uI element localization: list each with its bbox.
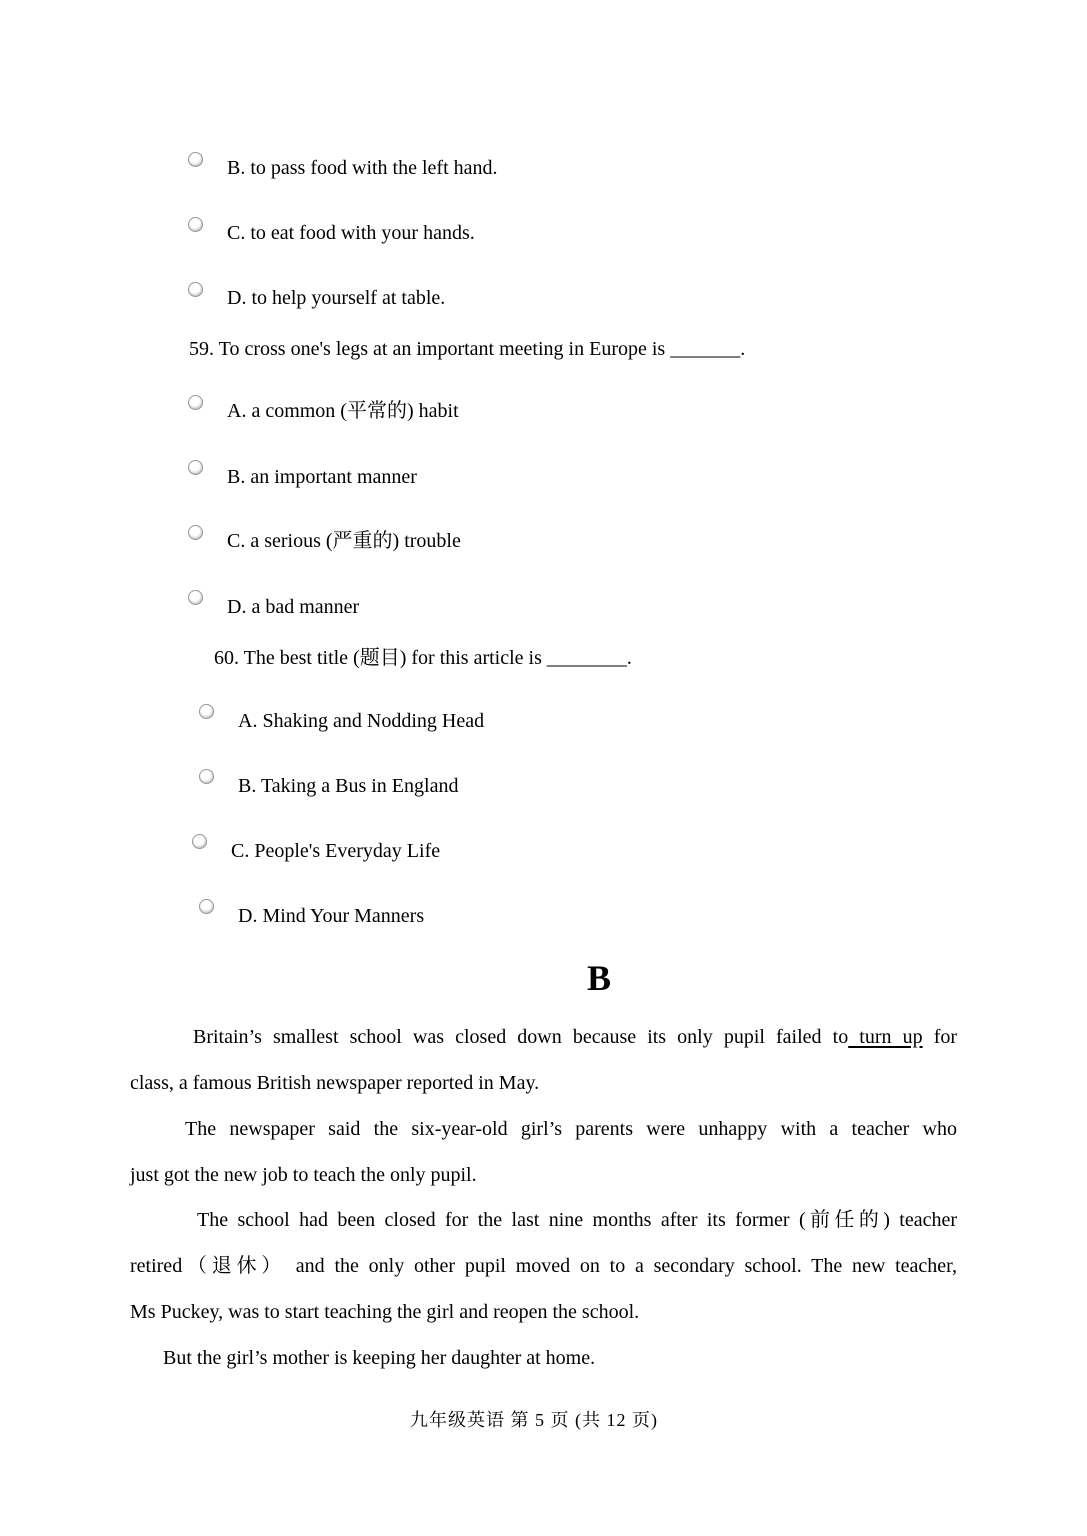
option-label: C. People's Everyday Life (231, 840, 441, 862)
passage-line: The school had been closed for the last nine months after its former (前任的) teacher (197, 1209, 957, 1231)
q59-question: 59. To cross one's legs at an important meeting in Europe is _______. (189, 338, 746, 360)
passage-line: retired（退休） and the only other pupil moved on to a secondary school. The new teacher, (130, 1255, 957, 1277)
underlined-phrase: turn up (848, 1026, 923, 1048)
option-label: B. an important manner (227, 466, 417, 488)
radio-button[interactable] (199, 769, 214, 784)
option-label: A. a common (平常的) habit (227, 400, 459, 422)
option-label: A. Shaking and Nodding Head (238, 710, 485, 732)
option-label: B. to pass food with the left hand. (227, 157, 498, 179)
passage-line: class, a famous British newspaper reported in May. (130, 1072, 540, 1094)
radio-button[interactable] (188, 152, 203, 167)
section-heading: B (587, 958, 612, 998)
radio-button[interactable] (188, 525, 203, 540)
option-label: D. a bad manner (227, 596, 360, 618)
text-span: for (922, 1026, 958, 1048)
passage-line: The newspaper said the six-year-old girl’s parents were unhappy with a teacher who (185, 1118, 957, 1140)
radio-button[interactable] (188, 590, 203, 605)
radio-button[interactable] (192, 834, 207, 849)
option-label: C. a serious (严重的) trouble (227, 530, 461, 552)
passage-paragraph-1 (130, 1014, 957, 1106)
passage-line: Ms Puckey, was to start teaching the girl and reopen the school. (130, 1301, 640, 1323)
radio-button[interactable] (199, 899, 214, 914)
radio-button[interactable] (188, 217, 203, 232)
passage-paragraph-3 (130, 1197, 957, 1335)
passage-line: just got the new job to teach the only pupil. (130, 1164, 477, 1186)
passage-paragraph-2 (130, 1106, 957, 1198)
option-label: D. Mind Your Manners (238, 905, 425, 927)
passage-line: But the girl’s mother is keeping her daughter at home. (163, 1347, 596, 1369)
radio-button[interactable] (199, 704, 214, 719)
option-label: D. to help yourself at table. (227, 287, 446, 309)
option-label: B. Taking a Bus in England (238, 775, 459, 797)
q60-question: 60. The best title (题目) for this article is ________. (214, 647, 632, 669)
option-label: C. to eat food with your hands. (227, 222, 475, 244)
text-span: Britain’s smallest school was closed down because its only pupil failed to (193, 1026, 849, 1048)
radio-button[interactable] (188, 460, 203, 475)
radio-button[interactable] (188, 282, 203, 297)
page-footer: 九年级英语 第 5 页 (共 12 页) (410, 1410, 658, 1430)
radio-button[interactable] (188, 395, 203, 410)
passage-line (130, 1014, 957, 1060)
passage-paragraph-4 (130, 1335, 957, 1381)
